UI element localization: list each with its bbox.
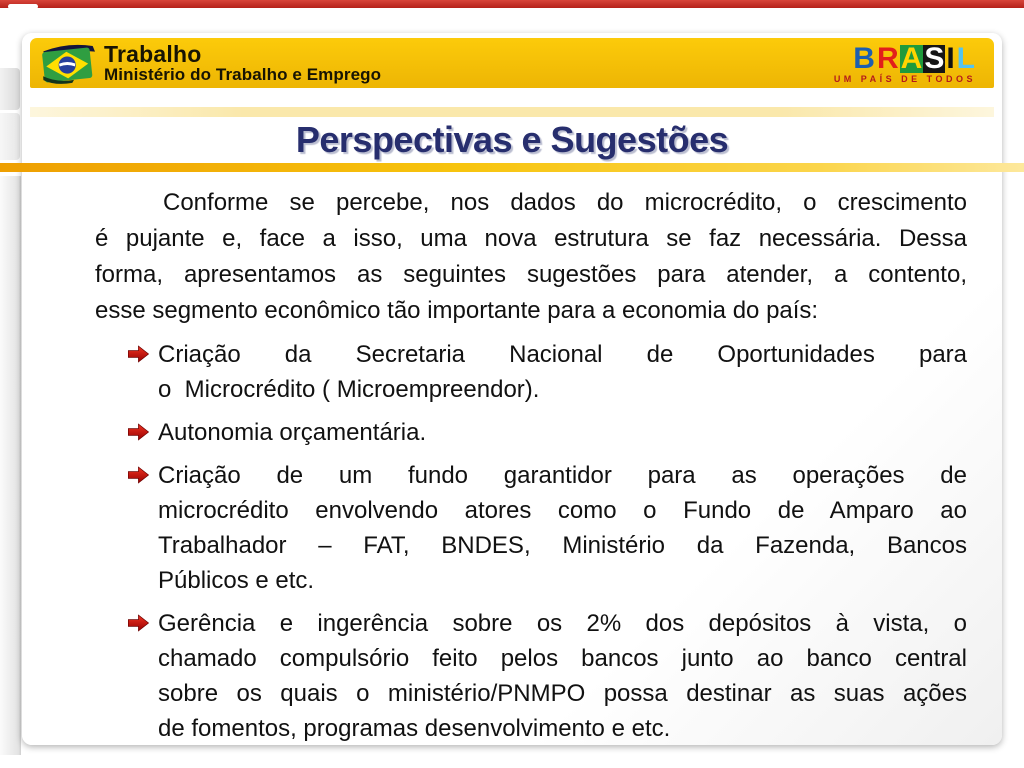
brasil-letter: B xyxy=(853,41,875,75)
brasil-letters xyxy=(834,43,976,73)
bullet-text xyxy=(158,337,967,407)
text-line: forma, apresentamos as seguintes sugestões para atender, a contento, xyxy=(95,261,967,288)
text-line: Autonomia orçamentária. xyxy=(158,419,427,446)
brasil-letter: A xyxy=(900,41,923,75)
arrow-bullet-icon xyxy=(128,345,150,363)
text-line: Criação da Secretaria Nacional de Oportunidades para xyxy=(158,341,967,368)
text-line: sobre os quais o ministério/PNMPO possa destinar as suas ações xyxy=(158,680,967,707)
text-line: chamado compulsório feito pelos bancos junto ao banco central xyxy=(158,645,967,672)
arrow-bullet-icon xyxy=(128,466,150,484)
bullet-item xyxy=(128,415,967,450)
page-title: Perspectivas e Sugestões xyxy=(295,119,729,160)
bullet-item xyxy=(128,606,967,746)
page-edge xyxy=(0,176,21,755)
title-underline xyxy=(0,163,1024,172)
arrow-bullet-icon xyxy=(128,614,150,632)
title-top-stripe xyxy=(30,107,994,117)
intro-paragraph xyxy=(95,185,967,329)
text-line: é pujante e, face a isso, uma nova estrutura se faz necessária. Dessa xyxy=(95,225,967,252)
text-line: Trabalhador – FAT, BNDES, Ministério da Fazenda, Bancos xyxy=(158,532,967,559)
header-band xyxy=(30,38,994,88)
text-line: Públicos e etc. xyxy=(158,567,315,594)
page-edge xyxy=(0,68,20,110)
brasil-letter: S xyxy=(924,41,945,75)
brasil-letter: L xyxy=(956,41,975,75)
bullet-item xyxy=(128,337,967,407)
bullet-text xyxy=(158,458,967,598)
text-line: Criação de um fundo garantidor para as operações de xyxy=(158,462,967,489)
brazil-flag-icon xyxy=(40,42,98,84)
text-line: esse segmento econômico tão importante para a economia do país: xyxy=(95,297,819,324)
ministry-name: Trabalho xyxy=(104,41,202,67)
text-line: Conforme se percebe, nos dados do microcrédito, o crescimento xyxy=(163,189,967,216)
ministry-text xyxy=(104,42,381,84)
brasil-letter: R xyxy=(876,41,899,75)
top-bar-notch xyxy=(8,4,38,9)
text-line: microcrédito envolvendo atores como o Fundo de Amparo ao xyxy=(158,497,967,524)
arrow-bullet-icon xyxy=(128,423,150,441)
brasil-letter: I xyxy=(946,41,955,75)
bullet-text xyxy=(158,415,967,450)
brasil-logo xyxy=(834,43,976,84)
page-edge xyxy=(0,113,20,160)
slide-card xyxy=(22,33,1002,745)
slide-body xyxy=(95,185,967,754)
ministry-logo xyxy=(40,42,381,84)
brasil-tagline: UM PAÍS DE TODOS xyxy=(833,73,976,84)
bullet-item xyxy=(128,458,967,598)
text-line: de fomentos, programas desenvolvimento e etc. xyxy=(158,715,671,742)
text-line: Gerência e ingerência sobre os 2% dos depósitos à vista, o xyxy=(158,610,967,637)
ministry-subtitle: Ministério do Trabalho e Emprego xyxy=(104,65,382,84)
bullet-text xyxy=(158,606,967,746)
text-line: o Microcrédito ( Microempreendor). xyxy=(158,376,540,403)
top-red-bar xyxy=(0,0,1024,8)
